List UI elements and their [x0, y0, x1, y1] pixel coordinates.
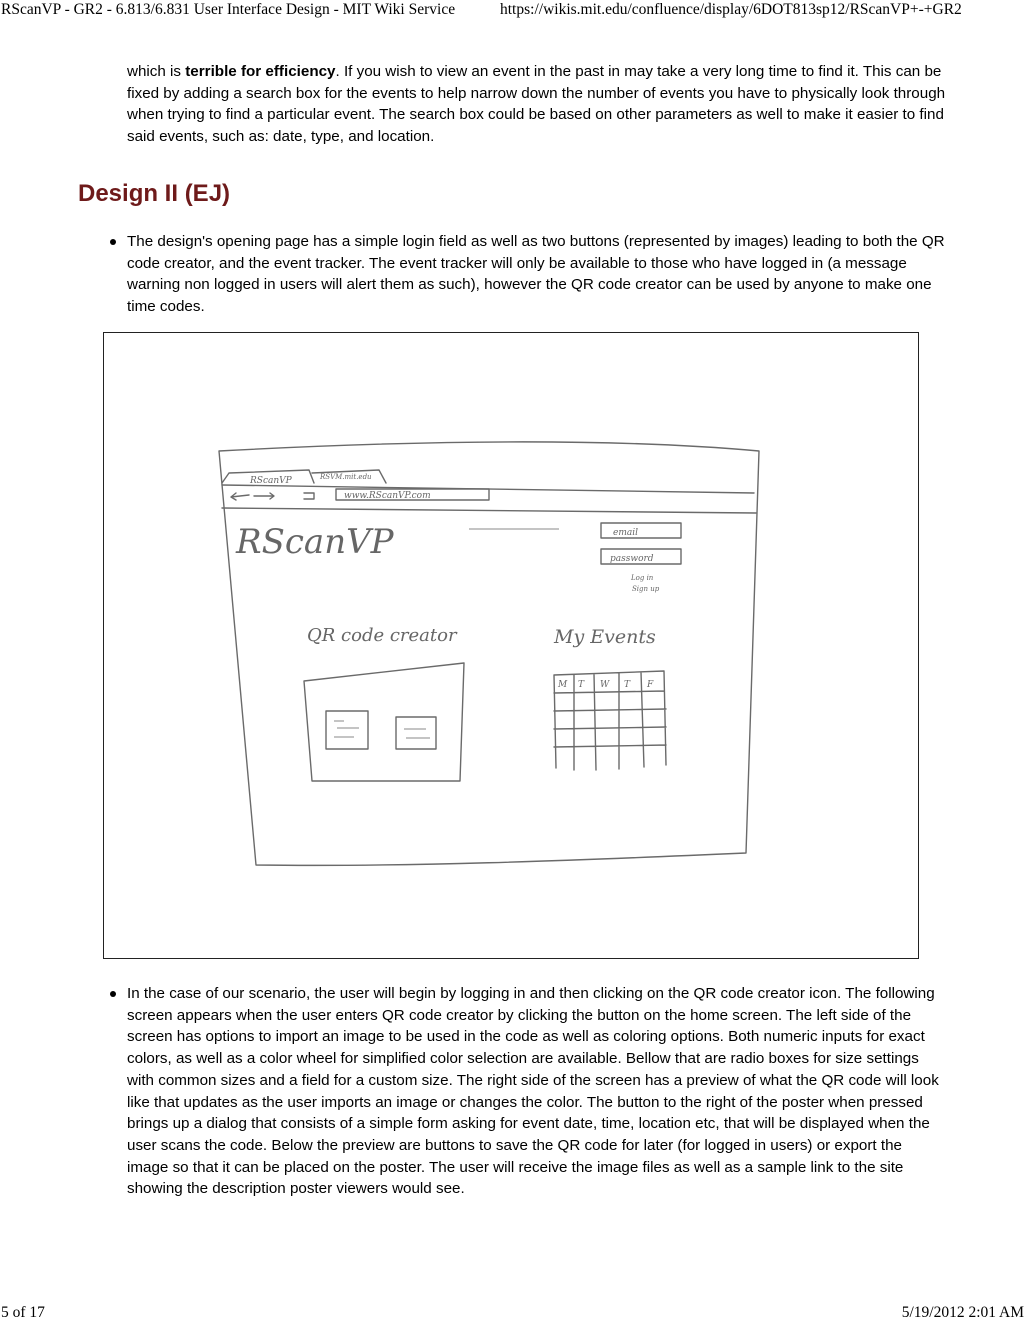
intro-rest: . If you wish to view an event in the past in may take a very long time to find it. This can be fixed by adding a search box for the events to help narrow down the number of events you have to physically look through when trying to find a particular event. The search box could be based on other parameters as well to make it easier to find said events, such as: date, type, and location.	[127, 63, 946, 146]
sketch-tab-label: RScanVP	[250, 476, 292, 486]
bullet-item-scenario: In the case of our scenario, the user will begin by logging in and then clicking on the QR code creator icon. The following screen appears when the user enters QR code creator by clicking the button on the home screen. The left side of the screen has options to import an image to be used in the code as well as coloring options. Both numeric inputs for exact colors, as well as a color wheel for simplified color selection are available. Bellow that are radio boxes for size settings with common sizes and a field for a custom size. The right side of the screen has a preview of what the QR code will look like that updates as the user imports an image or changes the color. The button to the right of the poster when pressed brings up a dialog that consists of a simple form asking for event date, time, location etc, that will be displayed when the user scans the code. Below the preview are buttons to save the QR code for later (for logged in users) or export the image so that it can be placed on the poster. The user will receive the image files as well as a sample link to the site showing the description poster viewers would see.	[127, 983, 947, 1200]
sketch-url-text: www.RScanVP.com	[344, 491, 431, 501]
sketch-day-m: M	[558, 680, 568, 690]
section-heading: Design II (EJ)	[78, 180, 231, 207]
sketch-tab2-label: RSVM.mit.edu	[320, 473, 372, 481]
sketch-email-label: email	[613, 528, 638, 538]
bullet-list	[127, 231, 947, 318]
sketch-day-f: F	[647, 680, 654, 690]
intro-paragraph	[127, 61, 957, 148]
sketch-qr-panel	[304, 663, 464, 781]
sketch-qr-heading: QR code creator	[307, 625, 457, 646]
sketch-browser-outline	[219, 442, 759, 865]
bullet-item-opening-page: The design's opening page has a simple login field as well as two buttons (represented by images) leading to both the QR code creator, and the event tracker. The event tracker will only be available to those who have logged in (a message warning non logged in users will alert them as such), however the QR code creator can be used by anyone to make one time codes.	[127, 231, 947, 318]
sketch-events-heading: My Events	[554, 626, 656, 648]
print-date: 5/19/2012 2:01 AM	[901, 1304, 1024, 1321]
print-page-url: https://wikis.mit.edu/confluence/display/6DOT813sp12/RScanVP+-+GR2	[500, 1, 962, 18]
sketch-day-th: T	[624, 680, 631, 690]
print-footer	[0, 1304, 1024, 1324]
print-page-title: RScanVP - GR2 - 6.813/6.831 User Interface Design - MIT Wiki Service	[1, 1, 456, 18]
sketch-logo: RScanVP	[236, 522, 394, 562]
intro-bold: terrible for efficiency	[185, 63, 336, 80]
sketch-nav-arrows	[231, 493, 314, 500]
sketch-password-label: password	[610, 554, 654, 564]
sketch-day-t: T	[578, 680, 585, 690]
sketch-qr-code-1	[326, 711, 368, 749]
sketch-image	[103, 332, 919, 959]
print-header	[0, 0, 1024, 22]
sketch-qr-code-2	[396, 717, 436, 749]
hand-drawn-mockup	[104, 333, 920, 960]
bullet-list-2	[127, 983, 947, 1200]
sketch-qr-marks	[334, 721, 430, 738]
sketch-login-link: Log in	[631, 574, 654, 582]
page-number: 5 of 17	[1, 1304, 45, 1321]
intro-prefix: which is	[127, 63, 186, 80]
sketch-signup-link: Sign up	[632, 585, 660, 593]
sketch-day-w: W	[600, 680, 610, 690]
